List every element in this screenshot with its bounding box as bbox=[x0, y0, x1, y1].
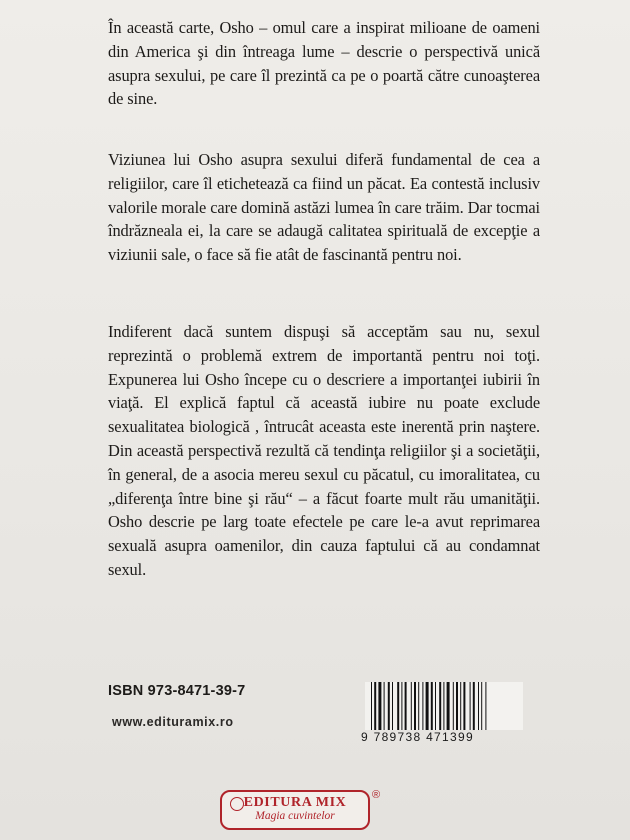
description-paragraph-2: Viziunea lui Osho asupra sexului diferă fundamental de cea a religiilor, care îl etichetează ca fiind un păcat. Ea contestă inclusiv valorile morale care domină astăzi lumea în care trăim. Dar tocmai îndrăzneala ei, la care se adaugă calitatea spirituală de excepţie a viziunii sale, o face să fie atât de fascinantă pentru noi. bbox=[108, 150, 540, 265]
flower-icon bbox=[230, 797, 244, 811]
barcode-bars bbox=[369, 682, 519, 730]
barcode-digits: 9 789738 471399 bbox=[361, 730, 474, 744]
publisher-logo bbox=[220, 790, 370, 830]
publisher-name: EDITURA MIX bbox=[243, 795, 347, 810]
description-paragraph-1: În această carte, Osho – omul care a inspirat milioane de oameni din America şi din întreaga lume – descrie o perspectivă unică asupra sexului, pe care îl prezintă ca pe o poartă către cunoaşterea de sine. bbox=[108, 18, 540, 109]
publisher-website: www.edituramix.ro bbox=[112, 715, 234, 729]
description-paragraph-3: Indiferent dacă suntem dispuşi să acceptăm sau nu, sexul reprezintă o problemă extrem de importantă pentru noi toţi. Expunerea lui Osho începe cu o descriere a importanţei iubirii în viaţă. El explică faptul că această iubire nu poate exclude sexualitatea biologică , întrucât aceasta este inerentă prin naştere. Din această perspectivă rezultă că tendinţa religiilor şi a societăţii, în general, de a asocia mereu sexul cu păcatul, cu imoralitatea, cu „diferenţa între bine şi rău“ – a făcut foarte mult rău umanităţii. Osho descrie pe larg toate efectele pe care le-a avut reprimarea sexuală asupra oamenilor, din cauza faptului că au condamnat sexul. bbox=[108, 322, 540, 579]
registered-mark: ® bbox=[372, 789, 381, 801]
publisher-tagline: Magia cuvintelor bbox=[255, 810, 335, 822]
barcode bbox=[365, 682, 523, 730]
isbn-label: ISBN 973-8471-39-7 bbox=[108, 683, 246, 699]
